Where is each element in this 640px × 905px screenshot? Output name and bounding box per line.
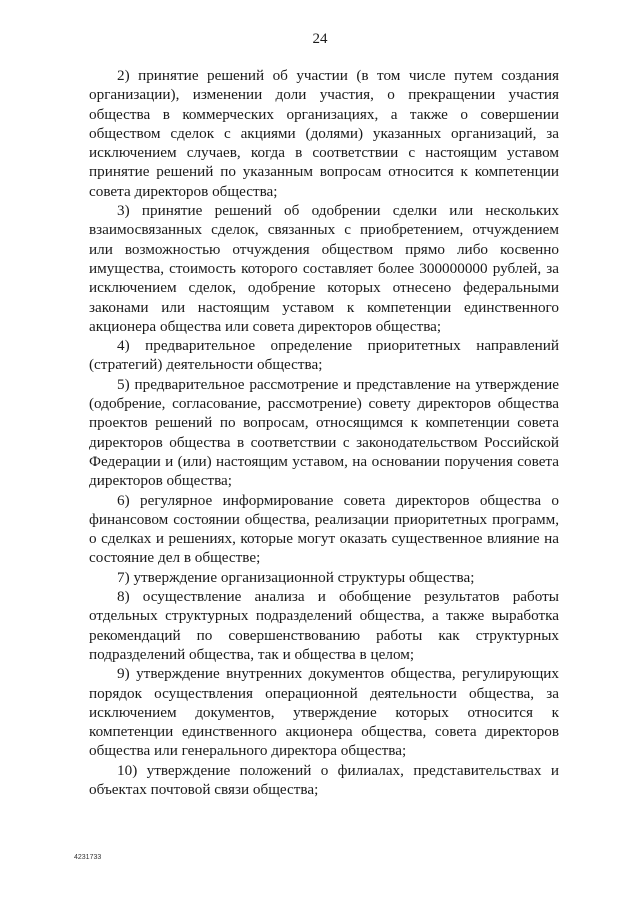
list-item-3: 3) принятие решений об одобрении сделки или нескольких взаимосвязанных сделок, связанных с приобретением, отчуждением или возможностью отчуждения обществом прямо либо косвенно имущества, стоимость которого составляет более 300000000 рублей, за исключением сделок, одобрение которых отнесено федеральными законами или настоящим уставом к компетенции единственного акционера общества или совета директоров общества; (89, 202, 559, 335)
list-item-6: 6) регулярное информирование совета директоров общества о финансовом состоянии общества, реализации приоритетных программ, о сделках и решениях, которые могут оказать существенное влияние на состояние дел в обществе; (89, 491, 559, 567)
page-number: 24 (312, 31, 328, 47)
list-item-8: 8) осуществление анализа и обобщение результатов работы отдельных структурных подразделений общества, а также выработка рекомендаций по совершенствованию работы как структурных подразделений общества, так и общества в целом; (89, 588, 559, 663)
list-item-7: 7) утверждение организационной структуры общества; (117, 568, 475, 586)
list-item-4: 4) предварительное определение приоритетных направлений (стратегий) деятельности общества; (89, 337, 559, 374)
list-item-9: 9) утверждение внутренних документов общества, регулирующих порядок осуществления операционной деятельности общества, за исключением документов, утверждение которых относится к компетенции единственного акционера общества, совета директоров общества или генерального директора общества; (89, 665, 559, 760)
list-item-10: 10) утверждение положений о филиалах, представительствах и объектах почтовой связи общества; (89, 761, 559, 798)
list-item-2: 2) принятие решений об участии (в том числе путем создания организации), изменении доли участия, о прекращении участия общества в коммерческих организациях, а также о совершении обществом сделок с акциями (долями) указанных организаций, за исключением случаев, когда в соответствии с настоящим уставом принятие решений по указанным вопросам относится к компетенции совета директоров общества; (89, 67, 559, 200)
document-code: 4231733 (74, 854, 102, 861)
list-item-5: 5) предварительное рассмотрение и представление на утверждение (одобрение, согласование, рассмотрение) совету директоров общества проектов решений по вопросам, относящимся к компетенции совета директоров общества в соответствии с законодательством Российской Федерации и (или) настоящим уставом, на основании поручения совета директоров общества; (89, 375, 559, 490)
document-body (89, 66, 559, 799)
